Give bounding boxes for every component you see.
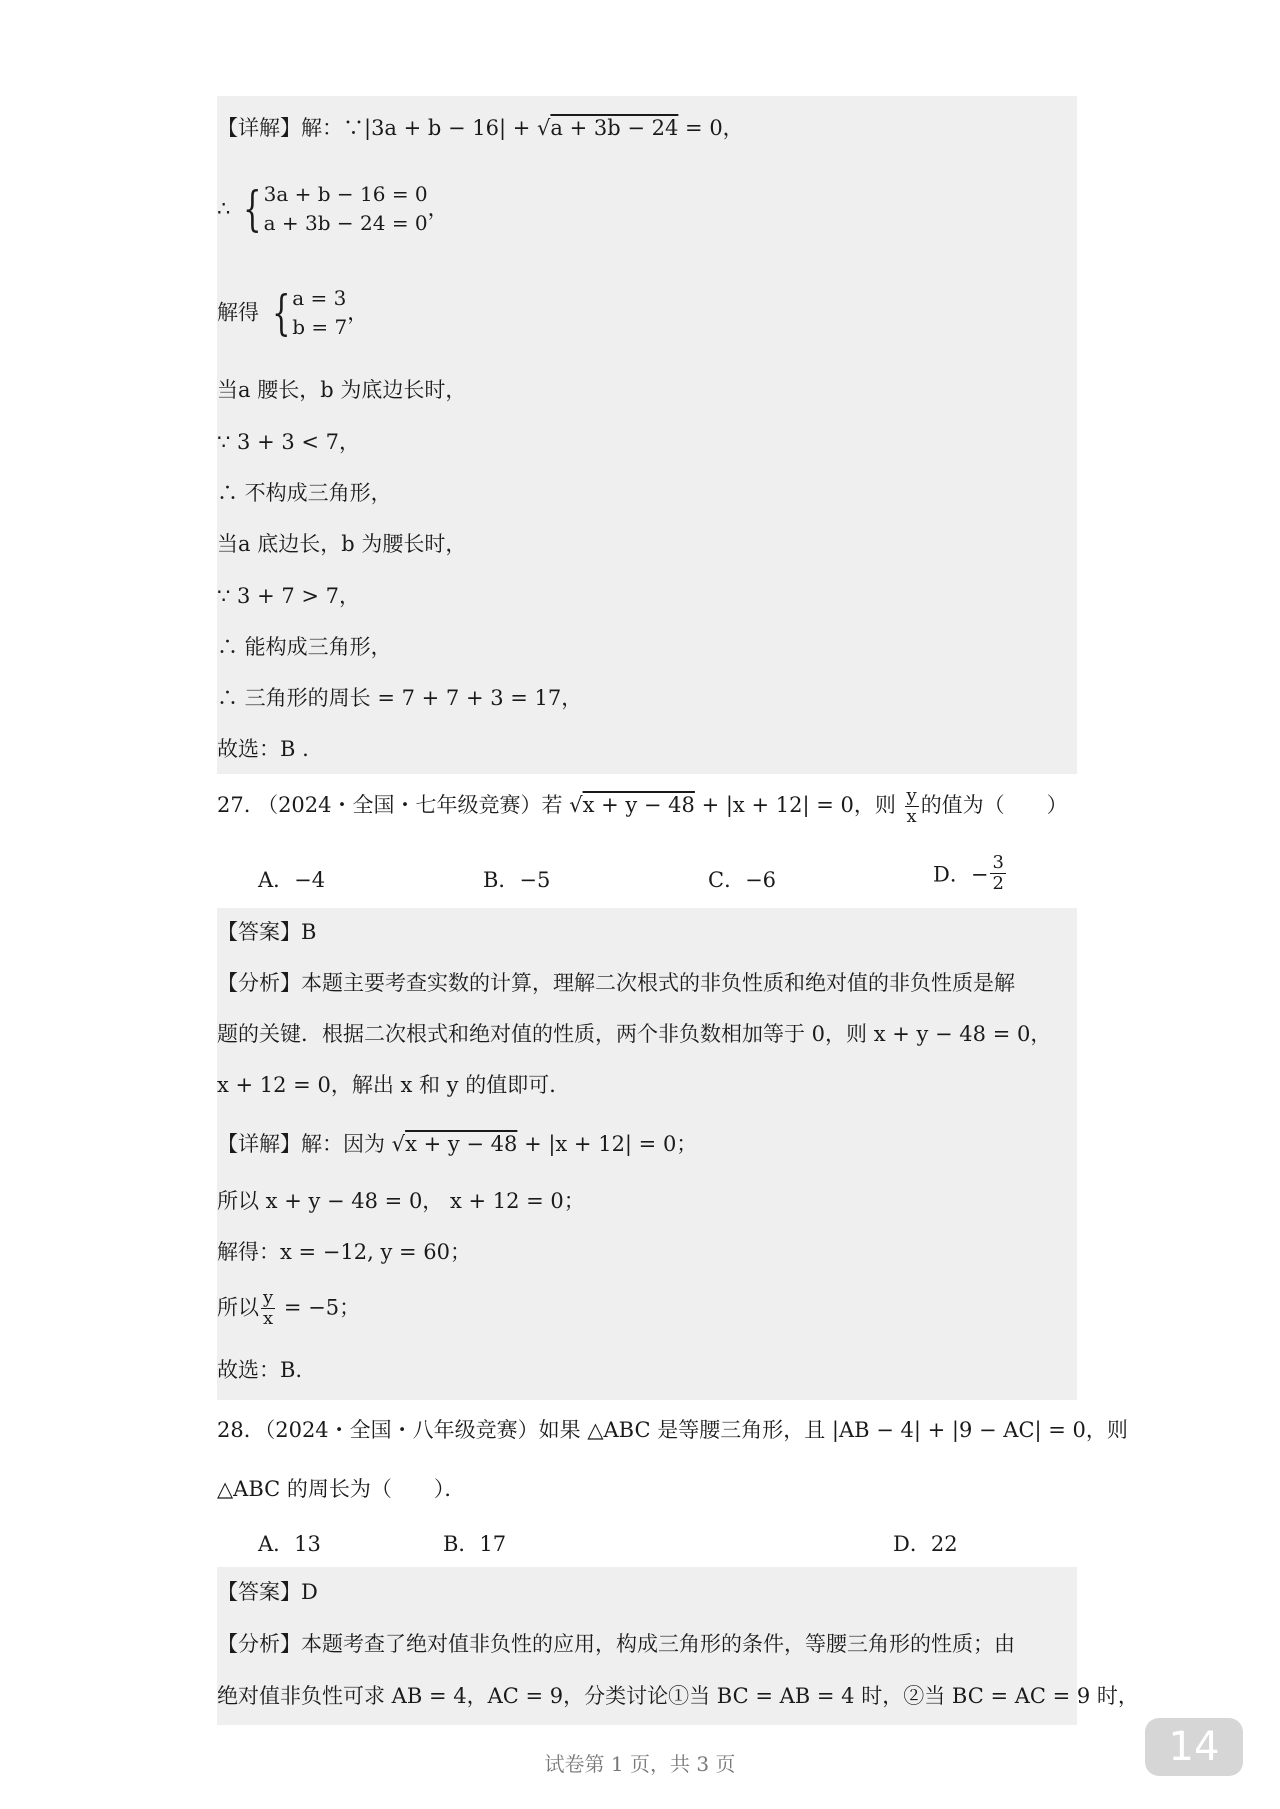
sec26-line-7: ∴ 三角形的周长 = 7 + 7 + 3 = 17，: [217, 686, 583, 710]
page-footer: 试卷第 1 页，共 3 页: [544, 1752, 736, 1776]
q28-analysis-2: 绝对值非负性可求 AB = 4，AC = 9，分类讨论①当 BC = AB = 4 时，②当 BC = AC = 9 时，: [217, 1684, 1139, 1708]
q27-analysis-2: 题的关键．根据二次根式和绝对值的性质，两个非负数相加等于 0，则 x + y − 48 = 0，: [217, 1022, 1052, 1046]
q28-analysis-1: 【分析】本题考查了绝对值非负性的应用，构成三角形的条件，等腰三角形的性质；由: [217, 1632, 1015, 1656]
q27-detail-4: 所以 $\frac{y}{x}$ = −5；: [217, 1287, 361, 1329]
q27-detail-3: 解得：x = −12, y = 60；: [217, 1240, 471, 1264]
sec26-line-2: ∵ 3 + 3 < 7，: [217, 430, 361, 454]
sec26-solution: 解得 { a = 3 b = 7 ，: [217, 285, 369, 341]
q27-stem: 27. （2024・全国・七年级竞赛）若 √x + y − 48 + |x + 12| = 0，则 $\frac{y}{x}$ 的值为（ ）: [217, 785, 1068, 827]
q27-option-d: D．− $\frac{3}{2}$: [933, 852, 1004, 894]
q27-analysis-1: 【分析】本题主要考查实数的计算，理解二次根式的非负性质和绝对值的非负性质是解: [217, 971, 1015, 995]
sec26-line-3: ∴ 不构成三角形，: [217, 481, 392, 505]
q27-option-a: A．−4: [258, 868, 326, 892]
sec26-line-4: 当a 底边长，b 为腰长时，: [217, 532, 467, 556]
q27-detail-1: 【详解】解：因为 √x + y − 48 + |x + 12| = 0；: [217, 1132, 698, 1156]
q27-detail-2: 所以 x + y − 48 = 0， x + 12 = 0；: [217, 1189, 585, 1213]
q28-option-d: D．22: [893, 1532, 958, 1556]
q28-answer: 【答案】D: [217, 1580, 318, 1604]
q27-analysis-3: x + 12 = 0，解出 x 和 y 的值即可．: [217, 1073, 571, 1097]
q27-answer: 【答案】B: [217, 920, 317, 944]
q28-option-b: B．17: [443, 1532, 507, 1556]
q27-option-b: B．−5: [483, 868, 551, 892]
page-number-badge: 14: [1145, 1718, 1243, 1776]
q28-stem-2: △ABC 的周长为（ ）．: [217, 1477, 466, 1501]
sec26-line-8: 故选：B .: [217, 737, 309, 761]
q27-option-c: C．−6: [708, 868, 777, 892]
sec26-line-1: 当a 腰长，b 为底边长时，: [217, 378, 467, 402]
sec26-detail: 【详解】解：∵|3a + b − 16| + √a + 3b − 24 = 0，: [217, 116, 744, 140]
sec26-line-6: ∴ 能构成三角形，: [217, 635, 392, 659]
q27-detail-5: 故选：B.: [217, 1358, 303, 1382]
q28-option-a: A．13: [258, 1532, 321, 1556]
q28-stem-1: 28．（2024・全国・八年级竞赛）如果 △ABC 是等腰三角形，且 |AB − 4| + |9 − AC| = 0，则: [217, 1418, 1128, 1442]
sec26-system: ∴ { 3a + b − 16 = 0 a + 3b − 24 = 0 ，: [217, 181, 449, 237]
sec26-line-5: ∵ 3 + 7 > 7，: [217, 584, 361, 608]
